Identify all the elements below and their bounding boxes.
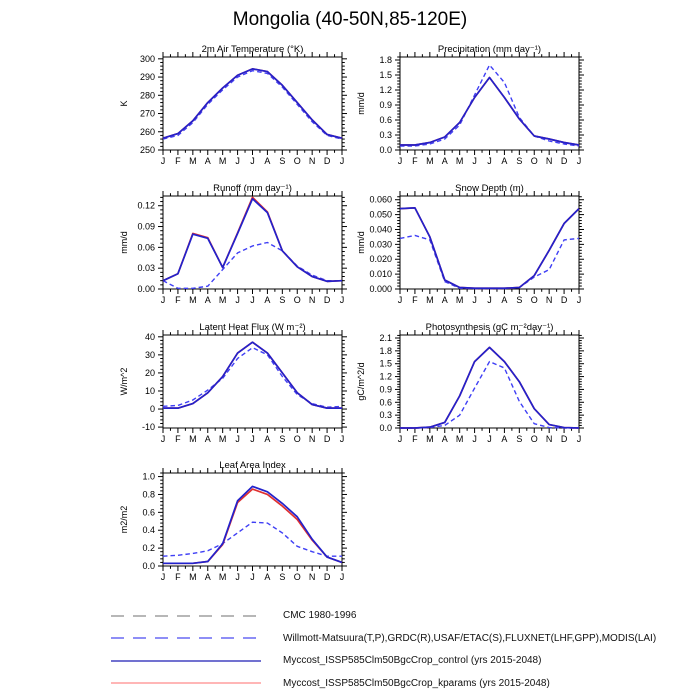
chart-svg <box>339 181 612 314</box>
x-tick-label: S <box>279 572 286 582</box>
x-tick-label: O <box>530 434 538 444</box>
series-line-obs <box>163 243 342 289</box>
x-tick-label: F <box>175 434 181 444</box>
x-tick-label: S <box>279 156 286 166</box>
chart-svg <box>105 458 375 591</box>
y-tick-label: 0.06 <box>137 242 155 253</box>
series-line-obs <box>163 522 342 556</box>
x-tick-label: M <box>189 156 197 166</box>
x-tick-label: M <box>426 295 434 305</box>
x-tick-label: A <box>441 434 448 444</box>
x-tick-label: J <box>339 295 345 305</box>
subplot-title: Leaf Area Index <box>219 460 286 471</box>
chart-svg <box>339 42 612 175</box>
x-tick-label: N <box>545 295 553 305</box>
legend <box>110 608 690 698</box>
y-tick-label: 0.9 <box>379 384 392 395</box>
x-tick-label: J <box>235 572 240 582</box>
plot-frame <box>400 196 579 289</box>
x-tick-label: S <box>279 295 286 305</box>
x-tick-label: M <box>455 156 464 166</box>
y-tick-label: 0.0 <box>379 423 392 433</box>
x-tick-label: F <box>175 295 181 305</box>
x-tick-label: J <box>160 295 166 305</box>
x-tick-label: S <box>516 295 523 305</box>
y-tick-label: 0.3 <box>379 130 392 140</box>
series-line-kparams <box>163 489 342 563</box>
x-tick-label: J <box>487 295 492 305</box>
y-tick-label: 1.2 <box>379 371 392 382</box>
y-tick-label: 0.03 <box>137 263 155 274</box>
x-tick-label: D <box>323 572 331 582</box>
y-axis-label: gC/m^2/d <box>356 362 366 401</box>
x-tick-label: A <box>441 295 448 305</box>
chart-photosynthesis <box>339 320 612 453</box>
y-tick-label: 40 <box>144 331 155 342</box>
legend-line-kparams <box>110 680 262 686</box>
x-tick-label: D <box>323 434 331 444</box>
chart-svg <box>105 181 375 314</box>
x-tick-label: F <box>175 572 181 582</box>
y-tick-label: 0.060 <box>369 194 392 205</box>
x-tick-label: N <box>308 572 316 582</box>
series-line-control <box>400 78 579 146</box>
page-title: Mongolia (40-50N,85-120E) <box>232 9 468 30</box>
x-tick-label: S <box>516 156 523 166</box>
subplot-title: Runoff (mm day⁻¹) <box>213 183 292 194</box>
x-tick-label: J <box>250 156 255 166</box>
y-tick-label: 0.020 <box>369 254 392 265</box>
y-tick-label: 300 <box>139 53 155 64</box>
y-tick-label: 290 <box>139 72 155 83</box>
x-tick-label: S <box>279 434 286 444</box>
x-tick-label: O <box>293 572 301 582</box>
legend-item-obs <box>110 631 690 646</box>
y-tick-label: -10 <box>141 422 155 433</box>
y-tick-label: 1.8 <box>379 345 392 356</box>
plot-frame <box>163 335 342 428</box>
chart-2m-air-temperature <box>105 42 375 175</box>
x-tick-label: M <box>455 295 464 305</box>
subplot-title: Precipitation (mm day⁻¹) <box>437 44 542 55</box>
x-tick-label: A <box>264 434 271 444</box>
x-tick-label: A <box>441 156 448 166</box>
y-tick-label: 0.0 <box>142 561 155 571</box>
x-tick-label: A <box>204 156 211 166</box>
x-tick-label: A <box>204 572 211 582</box>
y-tick-label: 10 <box>144 385 155 396</box>
y-tick-label: 0.000 <box>369 284 392 294</box>
legend-item-kparams <box>110 676 690 691</box>
series-line-kparams <box>163 342 342 408</box>
x-tick-label: M <box>189 572 197 582</box>
x-tick-label: A <box>501 295 508 305</box>
y-tick-label: 1.0 <box>142 471 155 482</box>
series-line-control <box>163 342 342 408</box>
x-tick-label: O <box>530 295 538 305</box>
series-line-control <box>400 347 579 428</box>
x-tick-label: M <box>455 434 464 444</box>
chart-leaf-area-index <box>105 458 375 591</box>
x-tick-label: J <box>472 434 477 444</box>
x-tick-label: D <box>323 295 331 305</box>
y-tick-label: 0.8 <box>142 489 155 500</box>
x-tick-label: M <box>426 156 434 166</box>
x-tick-label: N <box>545 434 553 444</box>
legend-line-cmc <box>110 613 262 619</box>
series-line-obs <box>163 71 342 139</box>
chart-runoff <box>105 181 375 314</box>
x-tick-label: A <box>264 295 271 305</box>
x-tick-label: J <box>472 156 477 166</box>
x-tick-label: J <box>339 572 345 582</box>
series-line-kparams <box>400 208 579 288</box>
x-tick-label: O <box>293 295 301 305</box>
x-tick-label: J <box>487 434 492 444</box>
y-tick-label: 250 <box>139 145 155 155</box>
x-tick-label: M <box>189 434 197 444</box>
y-tick-label: 0.0 <box>379 145 392 155</box>
series-line-kparams <box>163 197 342 281</box>
series-line-control <box>400 208 579 288</box>
y-tick-label: 0.4 <box>142 525 155 536</box>
series-line-kparams <box>400 347 579 428</box>
y-tick-label: 0.050 <box>369 209 392 220</box>
y-axis-label: mm/d <box>356 231 366 254</box>
x-tick-label: M <box>426 434 434 444</box>
series-line-kparams <box>163 69 342 138</box>
x-tick-label: F <box>412 156 418 166</box>
series-line-kparams <box>400 78 579 146</box>
x-tick-label: J <box>160 156 166 166</box>
x-tick-label: J <box>160 572 166 582</box>
plot-frame <box>400 57 579 150</box>
x-tick-label: D <box>560 156 568 166</box>
x-tick-label: J <box>487 156 492 166</box>
x-tick-label: A <box>501 434 508 444</box>
y-tick-label: 0.00 <box>137 284 155 294</box>
x-tick-label: D <box>323 156 331 166</box>
y-tick-label: 0.6 <box>379 115 392 125</box>
x-tick-label: N <box>308 156 316 166</box>
x-tick-label: J <box>397 434 403 444</box>
y-tick-label: 0 <box>149 404 155 415</box>
subplot-title: Photosynthesis (gC m⁻²day⁻¹) <box>425 322 554 333</box>
y-axis-label: W/m^2 <box>119 367 129 396</box>
y-axis-label: mm/d <box>356 92 366 115</box>
y-tick-label: 260 <box>139 126 155 137</box>
x-tick-label: D <box>560 434 568 444</box>
x-tick-label: N <box>545 156 553 166</box>
y-axis-label: mm/d <box>119 231 129 254</box>
subplot-title: Snow Depth (m) <box>455 183 524 194</box>
y-tick-label: 0.09 <box>137 221 155 232</box>
x-tick-label: J <box>576 156 582 166</box>
x-tick-label: J <box>339 156 345 166</box>
series-line-control <box>163 486 342 563</box>
y-tick-label: 2.1 <box>379 333 392 343</box>
x-tick-label: O <box>293 434 301 444</box>
y-tick-label: 1.8 <box>379 55 392 65</box>
x-tick-label: N <box>308 434 316 444</box>
series-line-obs <box>163 348 342 408</box>
x-tick-label: J <box>250 295 255 305</box>
chart-precipitation <box>339 42 612 175</box>
plot-frame <box>400 335 579 428</box>
series-line-obs <box>400 362 579 428</box>
y-tick-label: 1.2 <box>379 85 392 95</box>
y-tick-label: 0.9 <box>379 100 392 110</box>
chart-svg <box>339 320 612 453</box>
x-tick-label: O <box>293 156 301 166</box>
chart-snow-depth <box>339 181 612 314</box>
x-tick-label: J <box>235 295 240 305</box>
y-tick-label: 1.5 <box>379 358 392 369</box>
legend-label: Myccost_ISSP585Clm50BgcCrop_kparams (yrs 2015-2048) <box>283 677 550 689</box>
y-tick-label: 0.3 <box>379 410 392 421</box>
x-tick-label: J <box>576 434 582 444</box>
legend-label: Myccost_ISSP585Clm50BgcCrop_control (yrs 2015-2048) <box>283 655 542 666</box>
y-tick-label: 20 <box>144 367 155 378</box>
x-tick-label: J <box>576 295 582 305</box>
series-line-control <box>163 69 342 138</box>
series-line-control <box>163 199 342 282</box>
legend-label: Willmott-Matsuura(T,P),GRDC(R),USAF/ETAC(S),FLUXNET(LHF,GPP),MODIS(LAI) <box>283 632 657 644</box>
x-tick-label: D <box>560 295 568 305</box>
subplot-title: Latent Heat Flux (W m⁻²) <box>199 322 306 333</box>
legend-item-control <box>110 653 690 668</box>
y-axis-label: m2/m2 <box>119 505 129 534</box>
y-tick-label: 270 <box>139 108 155 119</box>
chart-latent-heat-flux <box>105 320 375 453</box>
y-tick-label: 0.6 <box>142 507 155 518</box>
x-tick-label: S <box>516 434 523 444</box>
x-tick-label: A <box>264 156 271 166</box>
y-tick-label: 0.040 <box>369 224 392 235</box>
x-tick-label: F <box>175 156 181 166</box>
x-tick-label: F <box>412 295 418 305</box>
chart-svg <box>105 42 375 175</box>
legend-line-obs <box>110 635 262 641</box>
y-tick-label: 30 <box>144 349 155 360</box>
x-tick-label: A <box>204 434 211 444</box>
x-tick-label: J <box>250 572 255 582</box>
x-tick-label: M <box>218 434 227 444</box>
x-tick-label: A <box>204 295 211 305</box>
x-tick-label: J <box>250 434 255 444</box>
x-tick-label: J <box>397 156 403 166</box>
y-tick-label: 1.5 <box>379 70 392 80</box>
y-tick-label: 0.010 <box>369 269 392 280</box>
y-tick-label: 0.2 <box>142 543 155 554</box>
x-tick-label: J <box>472 295 477 305</box>
y-tick-label: 0.12 <box>137 200 155 211</box>
x-tick-label: J <box>235 434 240 444</box>
y-tick-label: 0.6 <box>379 397 392 408</box>
x-tick-label: A <box>264 572 271 582</box>
legend-item-cmc <box>110 608 690 623</box>
legend-label: CMC 1980-1996 <box>283 610 357 621</box>
y-axis-label: K <box>119 100 129 107</box>
subplot-title: 2m Air Temperature (°K) <box>201 44 304 55</box>
x-tick-label: F <box>412 434 418 444</box>
chart-svg <box>105 320 375 453</box>
y-tick-label: 0.030 <box>369 239 392 250</box>
x-tick-label: A <box>501 156 508 166</box>
x-tick-label: M <box>218 295 227 305</box>
x-tick-label: M <box>218 572 227 582</box>
x-tick-label: J <box>397 295 403 305</box>
x-tick-label: M <box>218 156 227 166</box>
y-tick-label: 280 <box>139 90 155 101</box>
x-tick-label: M <box>189 295 197 305</box>
x-tick-label: J <box>339 434 345 444</box>
legend-line-control <box>110 658 262 664</box>
x-tick-label: J <box>235 156 240 166</box>
x-tick-label: N <box>308 295 316 305</box>
x-tick-label: J <box>160 434 166 444</box>
x-tick-label: O <box>530 156 538 166</box>
